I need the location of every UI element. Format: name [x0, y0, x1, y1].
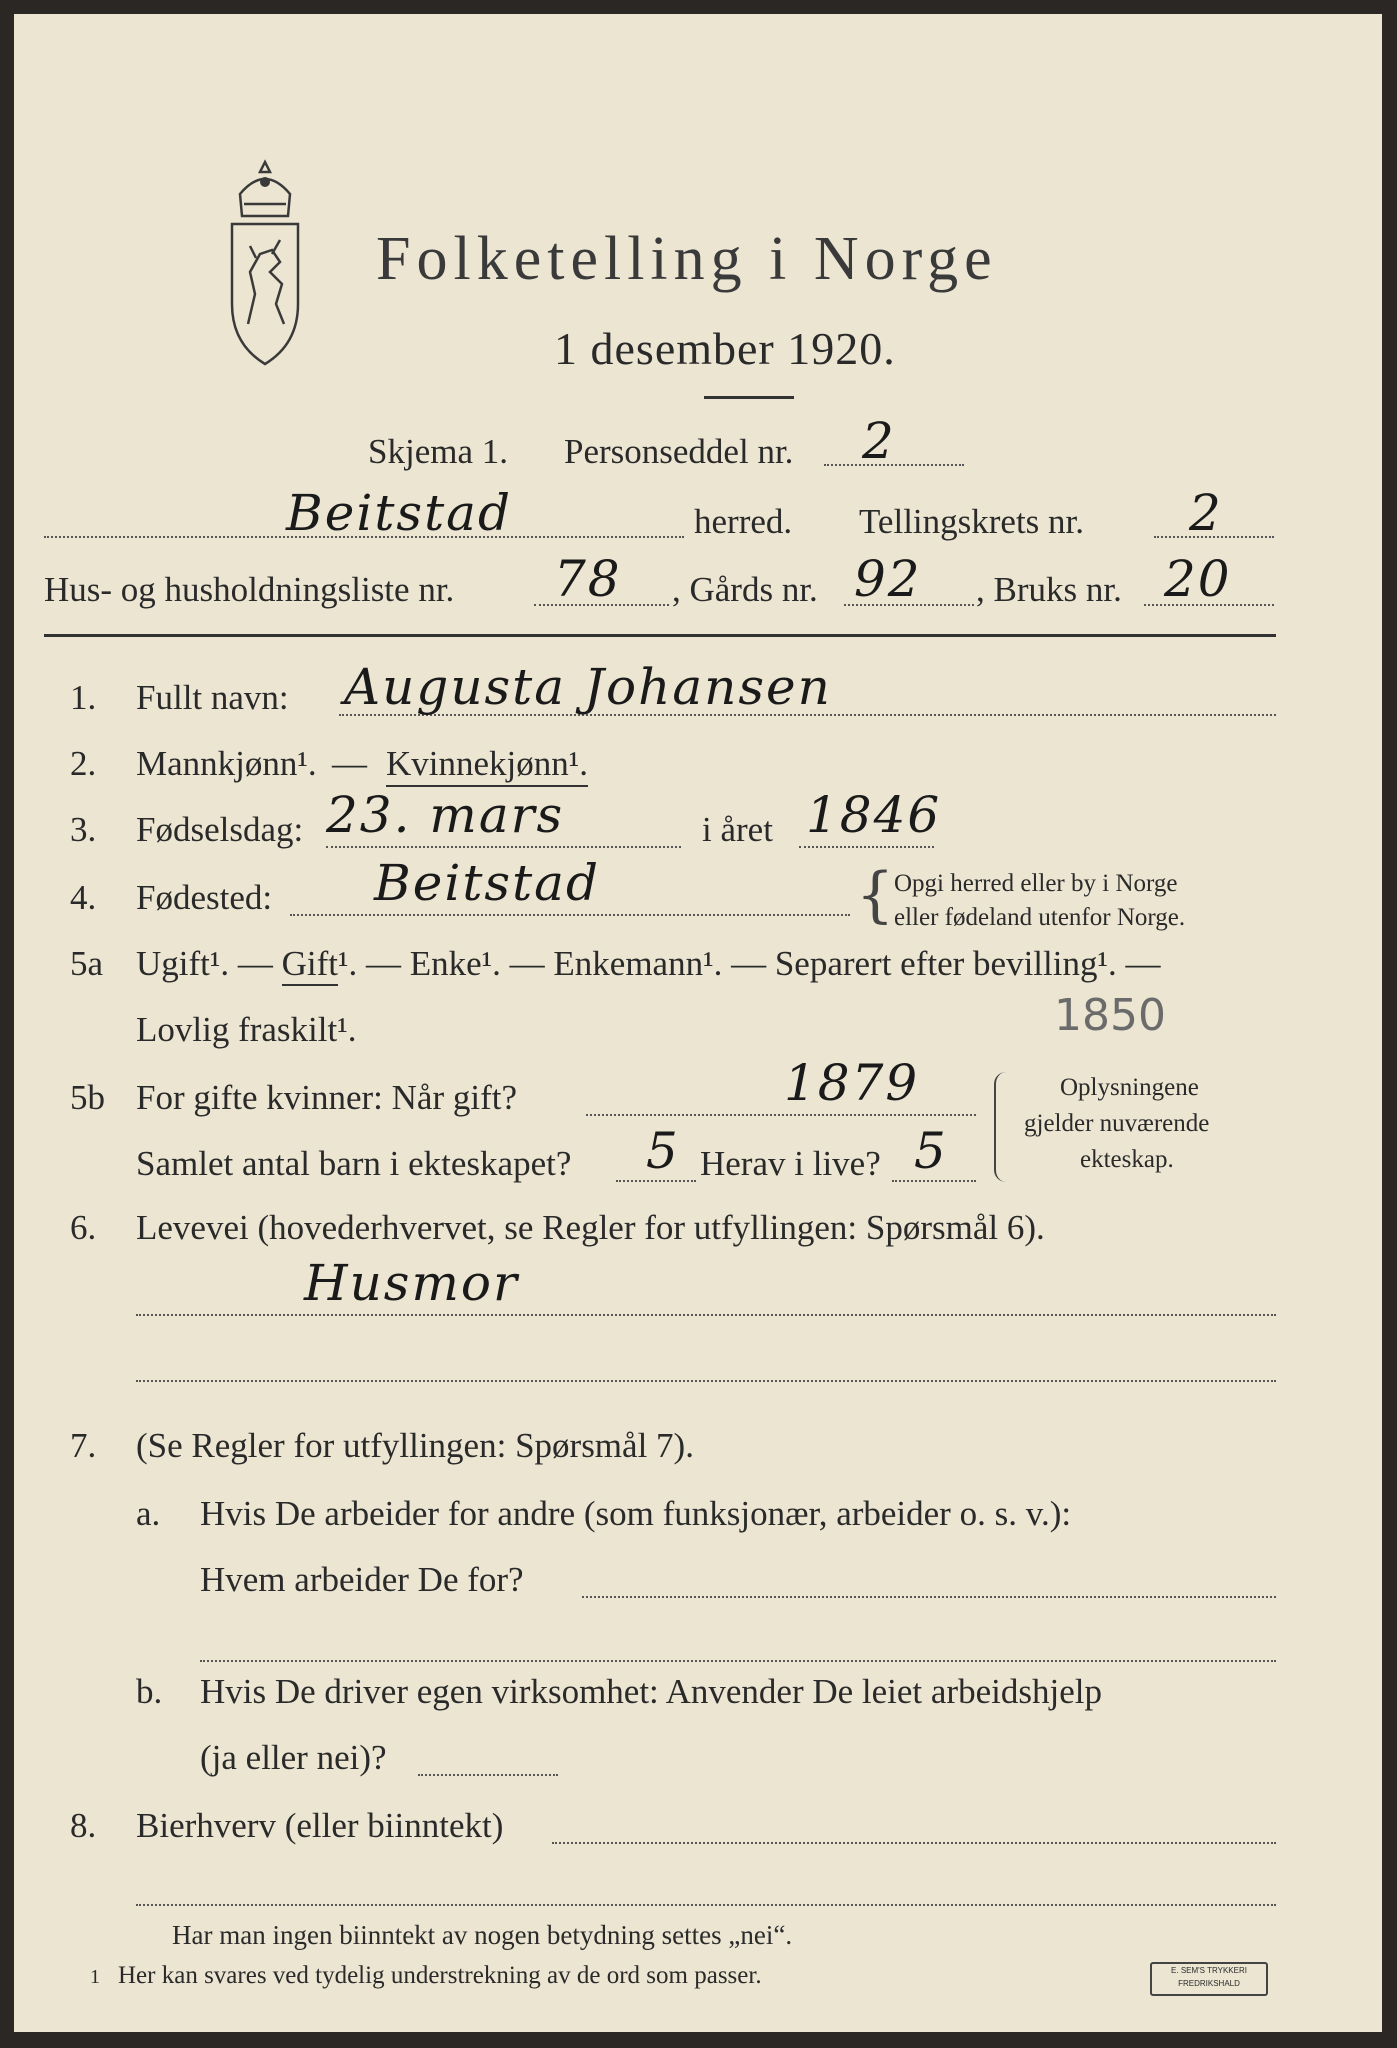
bruks-label: , Bruks nr. — [976, 570, 1122, 609]
q3-year-line — [799, 846, 934, 848]
q5a-gift-underlined[interactable]: Gift — [282, 944, 338, 986]
gards-label: , Gårds nr. — [672, 570, 818, 609]
q5b-married-value[interactable]: 1879 — [784, 1054, 920, 1112]
q3-year-value[interactable]: 1846 — [806, 786, 942, 844]
q3-line — [326, 846, 681, 848]
q7a-answer-line-1[interactable] — [582, 1596, 1276, 1598]
printer-mark — [1150, 1962, 1268, 1996]
q5a-number: 5a — [70, 944, 104, 983]
q6-number: 6. — [70, 1208, 97, 1247]
q4-line — [290, 914, 850, 916]
personseddel-label: Personseddel nr. — [564, 432, 794, 471]
personseddel-value[interactable]: 2 — [862, 412, 896, 470]
q5b-number: 5b — [70, 1078, 105, 1117]
q1-number: 1. — [70, 678, 97, 717]
q7b-line2: (ja eller nei)? — [200, 1738, 387, 1777]
q7a-line1: Hvis De arbeider for andre (som funksjonær, arbeider o. s. v.): — [200, 1494, 1072, 1533]
q7b-answer-line[interactable] — [418, 1774, 558, 1776]
q5b-label1: For gifte kvinner: Når gift? — [136, 1078, 518, 1117]
q5a-line1 — [136, 944, 1160, 984]
q5a-rest[interactable]: ¹. — Enke¹. — Enkemann¹. — Separert efter bevilling¹. — — [338, 944, 1161, 983]
form-date: 1 desember 1920. — [554, 323, 896, 374]
q3-number: 3. — [70, 810, 97, 849]
q2-male[interactable]: Mannkjønn¹. — [136, 744, 317, 783]
q5a-line2[interactable]: Lovlig fraskilt¹. — [136, 1010, 357, 1049]
q7-label: (Se Regler for utfyllingen: Spørsmål 7). — [136, 1426, 694, 1465]
title-divider — [704, 396, 794, 399]
q5b-alive-value[interactable]: 5 — [914, 1122, 948, 1180]
q5b-children-value[interactable]: 5 — [646, 1122, 680, 1180]
q4-brace: { — [856, 860, 895, 930]
q4-note-1: Opgi herred eller by i Norge — [894, 870, 1178, 897]
q2-dash: — — [332, 744, 367, 783]
bruks-value[interactable]: 20 — [1164, 550, 1232, 608]
q1-value[interactable]: Augusta Johansen — [344, 658, 832, 716]
q1-label: Fullt navn: — [136, 678, 289, 717]
q2-number: 2. — [70, 744, 97, 783]
q8-answer-line-2[interactable] — [136, 1904, 1276, 1906]
q5a-pencil-note: 1850 — [1054, 990, 1166, 1041]
q5a-ugift[interactable]: Ugift¹. — — [136, 944, 273, 983]
coat-of-arms-icon — [210, 154, 320, 374]
q4-number: 4. — [70, 878, 97, 917]
q6-label: Levevei (hovederhvervet, se Regler for utfyllingen: Spørsmål 6). — [136, 1208, 1045, 1247]
q4-label: Fødested: — [136, 878, 273, 917]
q3-value[interactable]: 23. mars — [326, 786, 565, 844]
q5b-bracket-left — [994, 1072, 1008, 1182]
q7a-answer-line-2[interactable] — [200, 1660, 1276, 1662]
q5b-alive-line — [892, 1180, 976, 1182]
q3-label: Fødselsdag: — [136, 810, 304, 849]
q8-answer-line[interactable] — [552, 1842, 1276, 1844]
q4-value[interactable]: Beitstad — [374, 854, 600, 912]
footnote-number: 1 — [90, 1966, 100, 1988]
tellingskrets-label: Tellingskrets nr. — [859, 502, 1085, 541]
footnote-text: Her kan svares ved tydelig understrekning av de ord som passer. — [118, 1962, 762, 1989]
q7a-line2: Hvem arbeider De for? — [200, 1560, 524, 1599]
q7b-letter: b. — [136, 1672, 163, 1711]
q5b-alive-label: Herav i live? — [700, 1144, 881, 1183]
q5b-children-line — [616, 1180, 696, 1182]
form-title: Folketelling i Norge — [376, 225, 998, 293]
footer-note: Har man ingen biinntekt av nogen betydning settes „nei“. — [172, 1920, 793, 1950]
census-form — [14, 14, 1382, 2032]
q4-note-2: eller fødeland utenfor Norge. — [894, 904, 1186, 931]
q7-number: 7. — [70, 1426, 97, 1465]
q7b-line1: Hvis De driver egen virksomhet: Anvender De leiet arbeidshjelp — [200, 1672, 1102, 1711]
q5b-married-line — [586, 1114, 976, 1116]
q5b-label2: Samlet antal barn i ekteskapet? — [136, 1144, 572, 1183]
q6-line-2 — [136, 1380, 1276, 1382]
q6-value[interactable]: Husmor — [304, 1254, 519, 1312]
printer-line-1: E. SEM'S TRYKKERI — [1171, 1966, 1247, 1975]
hus-label: Hus- og husholdningsliste nr. — [44, 570, 455, 609]
header-rule — [44, 634, 1276, 637]
q7a-letter: a. — [136, 1494, 161, 1533]
q6-line-1 — [136, 1314, 1276, 1316]
q3-year-label: i året — [702, 810, 773, 849]
gards-value[interactable]: 92 — [854, 550, 922, 608]
herred-label: herred. — [694, 502, 793, 541]
q2-female-underlined[interactable]: Kvinnekjønn¹. — [386, 744, 588, 787]
q5b-note-2: gjelder nuværende — [1024, 1110, 1210, 1137]
schema-label: Skjema 1. — [368, 432, 508, 471]
q8-number: 8. — [70, 1806, 97, 1845]
tellingskrets-value[interactable]: 2 — [1189, 484, 1223, 542]
q5b-note-3: ekteskap. — [1080, 1146, 1174, 1173]
herred-value[interactable]: Beitstad — [286, 484, 512, 542]
printer-line-2: FREDRIKSHALD — [1178, 1979, 1240, 1988]
q5b-note-1: Oplysningene — [1060, 1074, 1199, 1101]
q8-label: Bierhverv (eller biinntekt) — [136, 1806, 504, 1845]
hus-value[interactable]: 78 — [554, 550, 622, 608]
